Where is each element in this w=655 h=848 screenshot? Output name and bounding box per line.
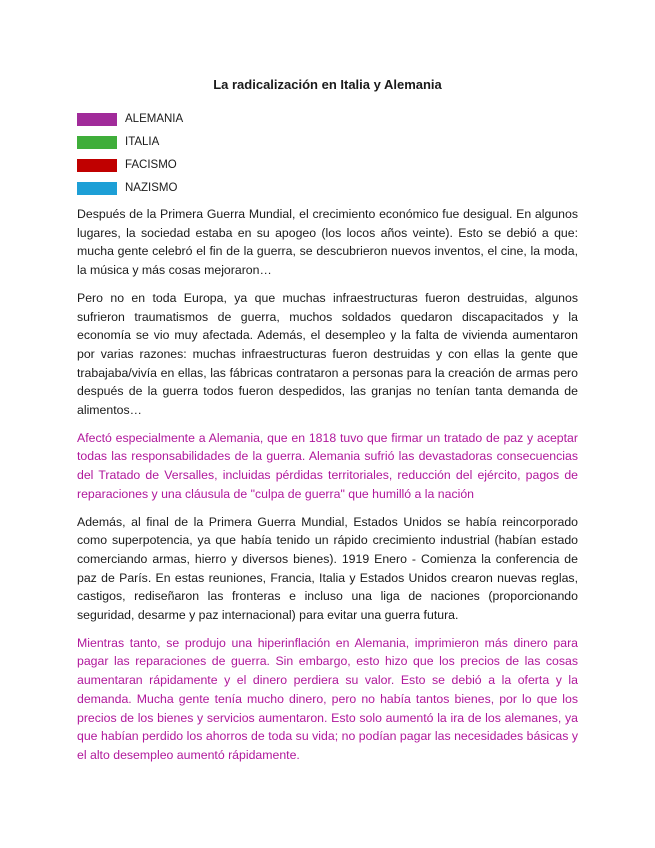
- legend-item-nazismo: [77, 177, 183, 200]
- legend-item-alemania: [77, 108, 183, 131]
- paragraph-germany-versailles: Afectó especialmente a Alemania, que en 1818 tuvo que firmar un tratado de paz y aceptar todas las responsabilidades de la guerra. Alemania sufrió las devastadoras consecuencias del Tratado de Versalles, incluidas pérdidas territoriales, reducción del ejército, pagos de reparaciones y una cláusula de "culpa de guerra" que humilló a la nación: [77, 430, 578, 501]
- legend-swatch-nazismo: [77, 182, 117, 195]
- paragraph-germany-hyperinflation: Mientras tanto, se produjo una hiperinflación en Alemania, imprimieron más dinero para pagar las reparaciones de guerra. Sin embargo, esto hizo que los precios de las cosas aumentaran rápidamente y el dinero perdiera su valor. Esto se debió a la oferta y la demanda. Mucha gente tenía mucho dinero, pero no había tantos bienes, por lo que los precios de los bienes y servicios aumentaron. Esto solo aumentó la ira de los alemanes, ya que habían perdido los ahorros de toda su vida; no podían pagar las necesidades básicas y el alto desempleo aumentó rápidamente.: [77, 635, 578, 762]
- legend-label-nazismo: NAZISMO: [125, 182, 178, 194]
- document-title: La radicalización en Italia y Alemania: [213, 77, 442, 92]
- legend-swatch-alemania: [77, 113, 117, 126]
- legend-swatch-facismo: [77, 159, 117, 172]
- paragraph-europe-damage: Pero no en toda Europa, ya que muchas infraestructuras fueron destruidas, algunos sufrieron traumatismos de guerra, muchos soldados quedaron discapacitados y la economía se vio muy afectada. Además, el desempleo y la falta de vivienda aumentaron por varias razones: muchas infraestructuras fueron destruidas y con ellas la gente que trabajaba/vivía en ellas, las fábricas contrataron a personas para la creación de armas pero después de la guerra todos fueron despedidos, las granjas no tenían tanta demanda de alimentos…: [77, 290, 578, 418]
- legend-item-italia: [77, 131, 183, 154]
- legend-swatch-italia: [77, 136, 117, 149]
- legend-label-alemania: ALEMANIA: [125, 113, 184, 125]
- document-body: [77, 205, 578, 774]
- legend-label-italia: ITALIA: [125, 136, 160, 148]
- legend-label-facismo: FACISMO: [125, 159, 177, 171]
- legend-item-facismo: [77, 154, 183, 177]
- paragraph-usa-superpower: Además, al final de la Primera Guerra Mundial, Estados Unidos se había reincorporado como superpotencia, ya que había tenido un rápido crecimiento industrial (habían estado comerciando armas, hierro y diversos bienes). 1919 Enero - Comienza la conferencia de paz de París. En estas reuniones, Francia, Italia y Estados Unidos crearon nuevas reglas, castigos, rediseñaron las fronteras e incluso una liga de naciones (proporcionando seguridad, desarme y paz internacional) para evitar una guerra futura.: [77, 514, 578, 623]
- paragraph-postwar-growth: Después de la Primera Guerra Mundial, el crecimiento económico fue desigual. En algunos lugares, la sociedad estaba en su apogeo (los locos años veinte). Esto se debió a que: mucha gente celebró el fin de la guerra, se descubrieron nuevos inventos, el cine, la moda, la música y más cosas mejoraron…: [77, 207, 578, 278]
- color-legend: [77, 108, 183, 200]
